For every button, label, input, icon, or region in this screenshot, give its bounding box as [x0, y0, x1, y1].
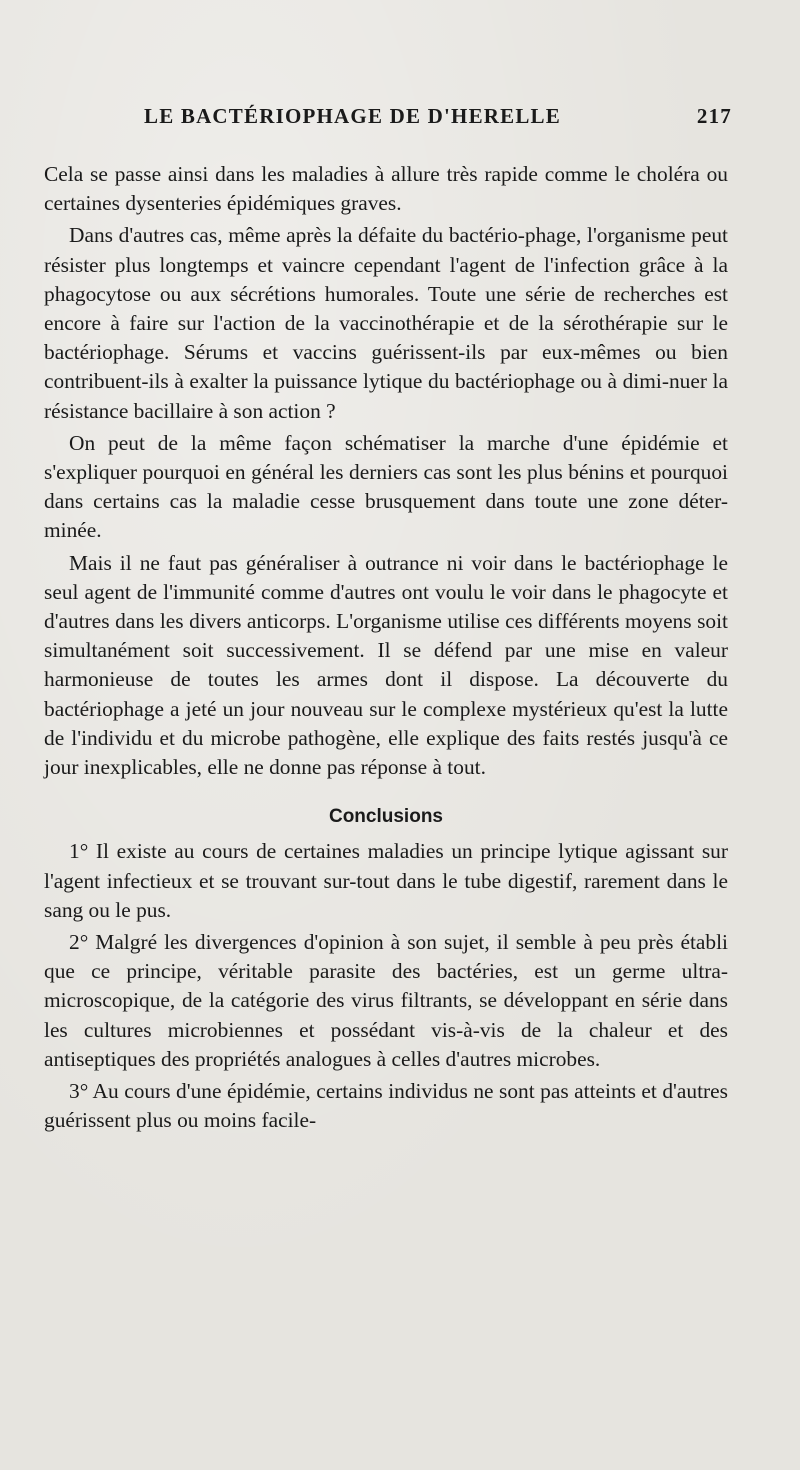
- running-title: LE BACTÉRIOPHAGE DE D'HERELLE: [144, 104, 561, 128]
- paragraph: Cela se passe ainsi dans les maladies à allure très rapide comme le choléra ou certaines dysenteries épidémiques graves.: [44, 162, 728, 216]
- conclusion-item: 1° Il existe au cours de certaines maladies un principe lytique agissant sur l'agent infectieux et se trouvant sur-tout dans le tube digestif, rarement dans le sang ou le pus.: [44, 839, 728, 922]
- paragraph: On peut de la même façon schématiser la marche d'une épidémie et s'expliquer pourquoi en général les derniers cas sont les plus bénins et pourquoi dans certains cas la maladie cesse brusquement dans toute une zone déter-minée.: [44, 430, 728, 543]
- conclusion-item: 3° Au cours d'une épidémie, certains individus ne sont pas atteints et d'autres guérissent plus ou moins facile-: [44, 1079, 728, 1133]
- conclusion-item: 2° Malgré les divergences d'opinion à son sujet, il semble à peu près établi que ce principe, véritable parasite des bactéries, est un germe ultra-microscopique, de la catégorie des virus filtrants, se développant en série dans les cultures microbiennes et possédant vis-à-vis de la chaleur et des antiseptiques des propriétés analogues à celles d'autres microbes.: [44, 930, 728, 1071]
- body-text: [44, 160, 728, 1136]
- paragraph: Mais il ne faut pas généraliser à outrance ni voir dans le bactériophage le seul agent de l'immunité comme d'autres ont voulu le voir dans le phagocyte et d'autres dans les divers anticorps. L'organisme utilise ces différents moyens soit simultanément soit successivement. Il se défend par une mise en valeur harmonieuse de toutes les armes dont il dispose. La découverte du bactériophage a jeté un jour nouveau sur le complexe mystérieux qu'est la lutte de l'individu et du microbe pathogène, elle explique des faits restés jusqu'à ce jour inexplicables, elle ne donne pas réponse à tout.: [44, 550, 728, 780]
- page-number: 217: [696, 104, 732, 128]
- running-header: [144, 104, 732, 134]
- section-heading: Conclusions: [328, 806, 443, 828]
- paragraph: Dans d'autres cas, même après la défaite du bactério-phage, l'organisme peut résister plus longtemps et vaincre cependant l'agent de l'infection grâce à la phagocytose ou aux sécrétions humorales. Toute une série de recherches est encore à faire sur l'action de la vaccinothérapie et de la sérothérapie sur le bactériophage. Sérums et vaccins guérissent-ils par eux-mêmes ou bien contribuent-ils à exalter la puissance lytique du bactériophage ou à dimi-nuer la résistance bacillaire à son action ?: [44, 223, 728, 423]
